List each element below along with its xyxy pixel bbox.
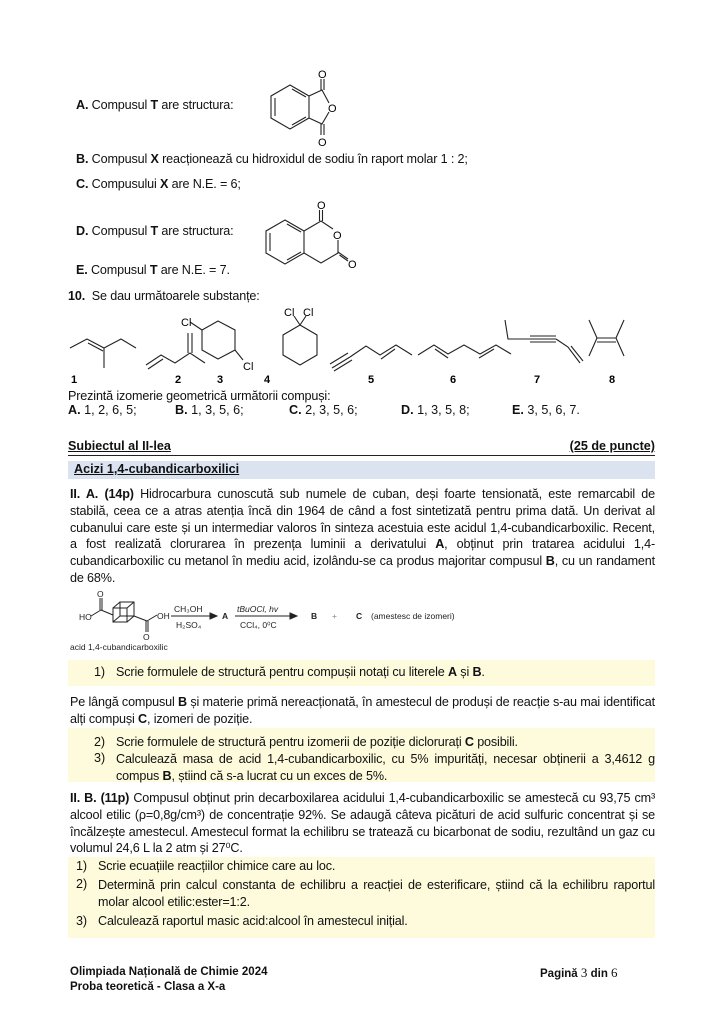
compound-label: B [162,768,172,783]
option-text: Compusului [88,177,160,191]
substance-label: 5 [368,374,375,386]
option-letter: D. [76,224,89,238]
substance-label: 1 [71,374,78,386]
compound-label: B [311,611,318,621]
reaction-scheme [65,590,625,654]
task-text: , știind că s-a lucrat cu un exces de 5%. [171,768,388,783]
compound-label: T [150,98,159,112]
paragraph-text: Compusul obținut prin decarboxilarea acidului 1,4-cubandicarboxilic se amestecă cu 93,75 cm³ alcool etilic (ρ=0,8g/cm³) de concentrație 92%. Se adaugă câteva picături de acid sulfuric concentrat și se încălzește amestecul. Amestecul format la echilibru se tratează cu bicarbonat de sodiu, rezultând un gaz cu volumul 24,6 L la 2 atm și 27⁰C. [70,791,655,856]
task-text: Scrie formulele de structură pentru izomerii de poziție diclorurați [116,735,465,749]
paragraph-text: , cu un randament de 68%. [70,554,655,585]
total-pages: 6 [611,965,618,980]
atom-label: O [97,590,104,599]
task-text: posibili. [473,735,518,749]
scheme-caption: acid 1,4-cubandicarboxilic [70,642,168,652]
compound-label: B [178,695,187,709]
atom-label: O [333,230,342,242]
option-letter: C. [289,403,302,417]
compound-label: A [222,611,229,621]
task-text: Calculează masa de acid 1,4-cubandicarboxilic, cu 5% impurități, necesar obținerii a 3,4612 g compus [116,752,655,783]
task-box-a1 [68,660,655,686]
answer-option-b[interactable] [175,403,244,417]
paragraph-text: Pe lângă compusul [70,695,178,709]
paragraph-text: , obținut prin tratarea acidului 1,4-cubandicarboxilic cu metanol în mediu acid, izolându-se ca produs majoritar compusul [70,537,655,569]
task-text: Determină prin calcul constanta de echilibru a reacției de esterificare, știind că la echilibru raportul molar alcool etilic:ester=1:2. [98,878,655,909]
option-text: 1, 2, 6, 5; [80,403,137,417]
answer-option-c[interactable] [289,403,358,417]
option-9a [76,98,234,112]
option-9e [76,263,230,277]
page-label: Pagină [540,968,581,980]
plus-sign: + [332,611,337,621]
substance-label: 7 [534,374,541,386]
compound-label: B [472,665,482,679]
compound-label: C [138,711,147,726]
question-number: 10. [68,289,86,303]
atom-label: Cl [181,317,192,329]
task-number: 1) [94,665,105,679]
option-letter: D. [401,403,414,417]
part-b-paragraph [70,790,655,857]
option-text: Compusul [88,98,151,112]
substance-label: 2 [175,374,182,386]
substance-label: 6 [450,374,457,386]
part-a-paragraph [70,486,655,587]
footer-subtitle: Proba teoretică - Clasa a X-a [70,981,226,993]
question-prompt: Prezintă izomerie geometrică următorii compuși: [68,389,331,403]
option-letter: E. [512,403,524,417]
task-number: 2) [94,735,105,749]
atom-label: O [348,259,357,271]
atom-label: O [318,137,327,149]
substance-label: 4 [264,374,271,386]
option-9b [76,152,468,166]
option-9c [76,177,241,191]
task-3 [76,914,408,928]
atom-label: OH [157,611,170,621]
task-number: 1) [76,859,87,873]
isochromanone-structure [255,200,365,275]
option-text: 1, 3, 5, 8; [413,403,470,417]
substances-structures [60,308,660,390]
task-number: 3) [76,914,87,928]
footer-title: Olimpiada Națională de Chimie 2024 [70,966,268,978]
task-2 [94,735,518,749]
answer-option-a[interactable] [68,403,137,417]
part-a-paragraph-2 [70,694,655,728]
question-10 [68,289,260,303]
paragraph-text: și materie primă nereacționată, în amestecul de produși de reacție s-au mai identificat alți compuși [70,695,655,726]
option-text: are structura: [158,98,234,112]
option-text: are N.E. = 6; [168,177,241,191]
option-text: reacționează cu hidroxidul de sodiu în raport molar 1 : 2; [158,152,468,166]
compound-label: A [435,537,445,552]
atom-label: Cl [243,361,254,373]
substance-label: 3 [217,374,224,386]
task-box-a2 [68,728,655,782]
paragraph-text: Hidrocarbura cunoscută sub numele de cuban, deși foarte tensionată, este remarcabil de stabilă, ceea ce a atras atenția încă din 1964 de când a fost sintetizată pentru prima dată. Un derivat al cubanului care este și un intermediar valoros în sinteza acestuia este acidul 1,4-cubandicarboxilic. Recent, a fost realizată clorurarea în prezența luminii a derivatului [70,487,655,552]
compound-note: (amestesc de izomeri) [371,611,455,621]
answer-option-d[interactable] [401,403,470,417]
task-2 [76,877,655,911]
reagent-label: CH₃OH [174,604,203,614]
reagent-label: tBuOCl, hv [237,604,279,614]
part-points: (14p) [104,487,134,501]
part-label: II. B. [70,791,97,805]
task-text: . [481,665,485,679]
page-label: din [587,968,612,980]
compound-label: X [150,152,159,166]
answer-option-e[interactable] [512,403,580,417]
page-number [540,965,618,981]
compound-label: T [149,263,158,277]
option-letter: B. [175,403,188,417]
question-text: Se dau următoarele substanțe: [91,289,260,303]
option-text: are structura: [158,224,234,238]
option-9d [76,224,234,238]
task-text [116,751,655,784]
atom-label: O [317,200,326,212]
phthalic-anhydride-structure [255,66,355,156]
option-letter: B. [76,152,89,166]
option-text: are N.E. = 7. [157,263,230,277]
task-3 [94,751,655,784]
part-points: (11p) [100,791,130,805]
reagent-label: CCl₄, 0⁰C [240,620,277,630]
option-text: 1, 3, 5, 6; [187,403,244,417]
task-box-b [68,857,655,938]
atom-label: Cl [284,308,295,319]
topic-title: Acizi 1,4-cubandicarboxilici [74,462,240,476]
compound-label: A [448,665,457,679]
atom-label: O [328,103,337,115]
subject-title: Subiectul al II-lea [68,439,171,453]
option-letter: A. [76,98,89,112]
task-number: 2) [76,877,88,891]
option-text: Compusul [87,263,150,277]
task-1 [94,665,485,679]
compound-label: X [160,177,169,191]
current-page: 3 [580,965,588,980]
divider [68,455,655,456]
option-text: 3, 5, 6, 7. [523,403,580,417]
task-1 [76,859,335,873]
subject-points: (25 de puncte) [569,439,655,453]
compound-label: C [356,611,363,621]
compound-label: T [150,224,159,238]
compound-label: B [545,554,555,569]
atom-label: HO [79,612,92,622]
atom-label: Cl [303,308,314,319]
paragraph-text: , izomeri de poziție. [147,711,253,726]
reagent-label: H₂SO₄ [176,620,202,630]
option-text: Compusul [88,224,151,238]
part-label: II. A. [70,487,99,501]
atom-label: O [143,632,150,642]
task-text: Scrie ecuațiile reacțiilor chimice care au loc. [98,859,336,873]
option-letter: A. [68,403,81,417]
compound-label: C [464,735,474,749]
task-text: Calculează raportul masic acid:alcool în amestecul inițial. [98,914,408,928]
atom-label: O [318,69,327,81]
option-letter: C. [76,177,89,191]
task-text: Scrie formulele de structură pentru compușii notați cu literele [116,665,448,679]
option-text: 2, 3, 5, 6; [301,403,358,417]
task-number: 3) [94,751,106,765]
option-text: Compusul [88,152,151,166]
substance-label: 8 [609,374,616,386]
option-letter: E. [76,263,88,277]
task-text: și [456,665,473,679]
